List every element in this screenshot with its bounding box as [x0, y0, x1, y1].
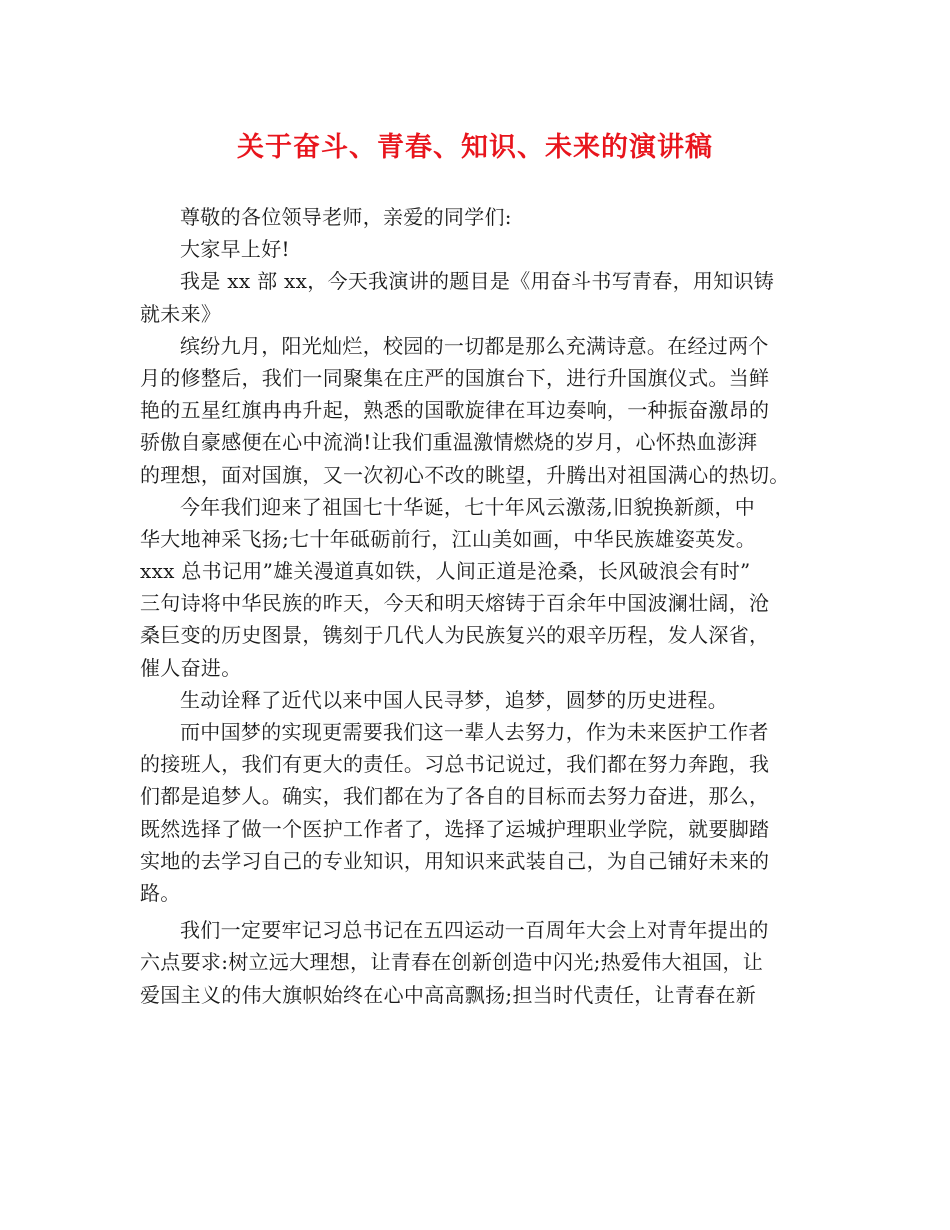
text-line: 路。: [140, 880, 181, 905]
text-line: 实地的去学习自己的专业知识，用知识来武装自己，为自己铺好未来的: [140, 848, 770, 873]
text-line: 的理想，面对国旗，又一次初心不改的眺望，升腾出对祖国满心的热切。: [140, 462, 790, 487]
text-line: 六点要求:树立远大理想，让青春在创新创造中闪光;热爱伟大祖国，让: [140, 950, 764, 975]
text-line: 三句诗将中华民族的昨天，今天和明天熔铸于百余年中国波澜壮阔，沧: [140, 591, 770, 616]
text-line: 缤纷九月，阳光灿烂，校园的一切都是那么充满诗意。在经过两个: [180, 333, 769, 358]
text-line: 桑巨变的历史图景，镌刻于几代人为民族复兴的艰辛历程，发人深省，: [140, 623, 770, 648]
text-line: 生动诠释了近代以来中国人民寻梦，追梦，圆梦的历史进程。: [180, 687, 729, 712]
text-line: 我是 xx 部 xx，今天我演讲的题目是《用奋斗书写青春，用知识铸: [180, 269, 775, 294]
document-title: 关于奋斗、青春、知识、未来的演讲稿: [237, 132, 713, 163]
text-line: 骄傲自豪感便在心中流淌!让我们重温激情燃烧的岁月，心怀热血澎湃: [140, 430, 758, 455]
text-line: 们都是追梦人。确实，我们都在为了各自的目标而去努力奋进，那么，: [140, 784, 770, 809]
text-line: 今年我们迎来了祖国七十华诞，七十年风云激荡,旧貌换新颜，中: [180, 494, 756, 519]
text-line: 月的修整后，我们一同聚集在庄严的国旗台下，进行升国旗仪式。当鲜: [140, 365, 770, 390]
text-line: 既然选择了做一个医护工作者了，选择了运城护理职业学院，就要脚踏: [140, 816, 770, 841]
text-line: 就未来》: [140, 301, 222, 326]
text-line: xxx 总书记用”雄关漫道真如铁，人间正道是沧桑，长风破浪会有时”: [140, 559, 751, 584]
text-line: 催人奋进。: [140, 655, 242, 680]
text-line: 大家早上好!: [180, 237, 290, 262]
text-line: 的接班人，我们有更大的责任。习总书记说过，我们都在努力奔跑，我: [140, 752, 770, 777]
text-line: 艳的五星红旗冉冉升起，熟悉的国歌旋律在耳边奏响，一种振奋激昂的: [140, 398, 770, 423]
text-line: 我们一定要牢记习总书记在五四运动一百周年大会上对青年提出的: [180, 918, 769, 943]
text-line: 爱国主义的伟大旗帜始终在心中高高飘扬;担当时代责任，让青春在新: [140, 982, 757, 1007]
text-line: 尊敬的各位领导老师，亲爱的同学们:: [180, 205, 512, 229]
document-body: [140, 201, 830, 1011]
text-line: 华大地神采飞扬;七十年砥砺前行，江山美如画，中华民族雄姿英发。: [140, 526, 757, 551]
text-line: 而中国梦的实现更需要我们这一辈人去努力，作为未来医护工作者: [180, 720, 769, 744]
